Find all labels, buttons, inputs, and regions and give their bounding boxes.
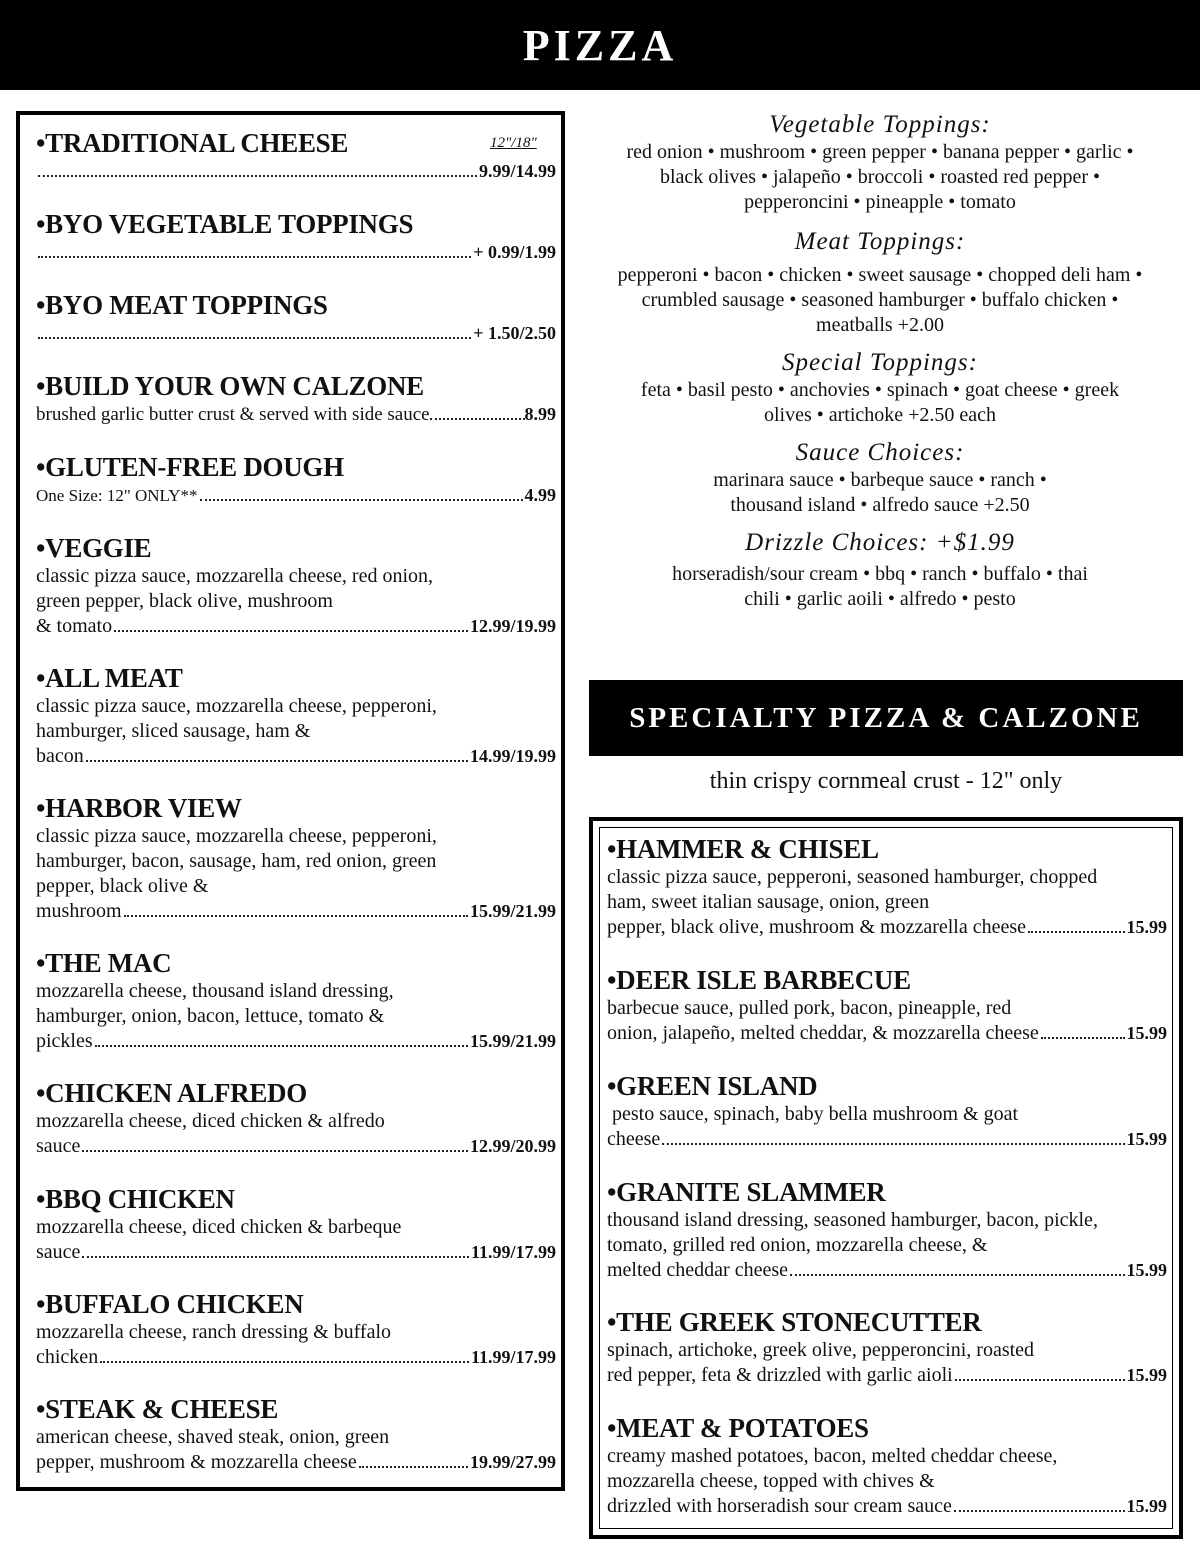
item-price: 15.99/21.99 <box>469 1031 556 1051</box>
item-name: • CHICKEN ALFREDO <box>36 1077 556 1109</box>
specialty-item <box>607 964 1167 1046</box>
specialty-item <box>607 1176 1167 1283</box>
item-desc-last: onion, jalapeño, melted cheddar, & mozzarella cheese <box>607 1022 1039 1044</box>
item-desc-last: chicken <box>36 1346 99 1368</box>
item-desc: mozzarella cheese, thousand island dressing, hamburger, onion, bacon, lettuce, tomato & <box>36 980 394 1027</box>
item-desc-last: melted cheddar cheese <box>607 1259 789 1281</box>
item-name: • VEGGIE <box>36 532 556 564</box>
sauce-choices <box>596 438 1164 518</box>
toppings-title: Meat Toppings: <box>794 228 966 255</box>
menu-item <box>36 792 556 924</box>
item-desc: mozzarella cheese, ranch dressing & buffalo <box>36 1321 392 1343</box>
item-name: • GRANITE SLAMMER <box>607 1176 1167 1208</box>
item-price: 8.99 <box>524 404 556 424</box>
menu-item <box>36 1077 556 1159</box>
item-price: 15.99 <box>1126 917 1167 937</box>
item-price: 15.99 <box>1126 1260 1167 1280</box>
item-price: 15.99 <box>1126 1365 1167 1385</box>
item-desc: classic pizza sauce, mozzarella cheese, red onion, green pepper, black olive, mushroom <box>36 565 434 612</box>
menu-item <box>36 1393 556 1475</box>
item-desc-last: pickles <box>36 1030 93 1052</box>
menu-item <box>36 451 556 508</box>
item-name: • GREEN ISLAND <box>607 1070 1167 1102</box>
vegetable-toppings <box>596 110 1164 215</box>
item-name: • DEER ISLE BARBECUE <box>607 964 1167 996</box>
toppings-list: horseradish/sour cream • bbq • ranch • buffalo • thai chili • garlic aoili • alfredo • pesto <box>672 563 1088 610</box>
drizzle-choices <box>596 528 1164 612</box>
item-desc-last: bacon <box>36 745 84 767</box>
special-toppings <box>596 348 1164 428</box>
item-price: + 1.50/2.50 <box>473 323 556 343</box>
item-price: 9.99/14.99 <box>478 161 556 181</box>
item-desc-last: red pepper, feta & drizzled with garlic aioli <box>607 1364 953 1386</box>
header-bar <box>0 0 1200 90</box>
toppings-list: pepperoni • bacon • chicken • sweet sausage • chopped deli ham • crumbled sausage • seasoned hamburger • buffalo chicken • meatballs +2.00 <box>617 264 1143 336</box>
toppings-list: feta • basil pesto • anchovies • spinach • goat cheese • greek olives • artichoke +2.50 each <box>640 379 1120 426</box>
item-desc-last: brushed garlic butter crust & served with side sauce <box>36 404 430 425</box>
item-desc-last: cheese <box>607 1128 661 1150</box>
toppings-list: red onion • mushroom • green pepper • banana pepper • garlic • black olives • jalapeño • broccoli • roasted red pepper • pepperoncini • pineapple • tomato <box>626 141 1134 213</box>
item-price: 15.99 <box>1126 1023 1167 1043</box>
item-name: • THE MAC <box>36 947 556 979</box>
toppings-section <box>596 110 1164 612</box>
item-price: 15.99 <box>1126 1129 1167 1149</box>
item-name: • BYO MEAT TOPPINGS <box>36 289 556 321</box>
menu-item <box>36 289 556 346</box>
specialty-item <box>607 1412 1167 1519</box>
specialty-title: SPECIALTY PIZZA & CALZONE <box>629 701 1143 734</box>
menu-item <box>36 208 556 265</box>
specialty-menu-box <box>589 817 1183 1539</box>
item-name: • HAMMER & CHISEL <box>607 833 1167 865</box>
item-name: • THE GREEK STONECUTTER <box>607 1306 1167 1338</box>
item-name: • TRADITIONAL CHEESE <box>36 127 556 159</box>
item-name: • HARBOR VIEW <box>36 792 556 824</box>
toppings-title: Vegetable Toppings: <box>769 111 991 138</box>
item-price: + 0.99/1.99 <box>473 242 556 262</box>
item-desc: classic pizza sauce, pepperoni, seasoned hamburger, chopped ham, sweet italian sausage, onion, green <box>607 866 1098 913</box>
menu-item <box>36 127 556 184</box>
menu-item <box>36 1288 556 1370</box>
size-header: 12"/18" <box>490 135 537 151</box>
item-price: 19.99/27.99 <box>469 1452 556 1472</box>
item-price: 14.99/19.99 <box>469 746 556 766</box>
item-desc: pesto sauce, spinach, baby bella mushroom & goat <box>607 1103 1019 1125</box>
item-name: • BUILD YOUR OWN CALZONE <box>36 370 556 402</box>
item-name: • STEAK & CHEESE <box>36 1393 556 1425</box>
item-name: • GLUTEN-FREE DOUGH <box>36 451 556 483</box>
item-desc: mozzarella cheese, diced chicken & alfredo <box>36 1110 385 1132</box>
item-price: 15.99/21.99 <box>469 901 556 921</box>
item-desc: thousand island dressing, seasoned hamburger, bacon, pickle, tomato, grilled red onion, mozzarella cheese, & <box>607 1209 1098 1256</box>
item-desc: american cheese, shaved steak, onion, green <box>36 1426 390 1448</box>
item-desc-last: One Size: 12" ONLY** <box>36 486 198 505</box>
item-desc-last: pepper, mushroom & mozzarella cheese <box>36 1451 357 1473</box>
page-title: PIZZA <box>522 20 678 70</box>
item-price: 12.99/20.99 <box>469 1136 556 1156</box>
item-desc: barbecue sauce, pulled pork, bacon, pineapple, red <box>607 997 1012 1019</box>
item-name: • ALL MEAT <box>36 662 556 694</box>
menu-item <box>36 662 556 769</box>
item-price: 11.99/17.99 <box>470 1242 556 1262</box>
item-name: • BUFFALO CHICKEN <box>36 1288 556 1320</box>
specialty-item <box>607 1070 1167 1152</box>
menu-item <box>36 370 556 427</box>
menu-item <box>36 532 556 639</box>
toppings-list: marinara sauce • barbeque sauce • ranch • thousand island • alfredo sauce +2.50 <box>713 469 1047 516</box>
crust-note: thin crispy cornmeal crust - 12" only <box>709 768 1063 794</box>
item-price: 12.99/19.99 <box>469 616 556 636</box>
item-price: 4.99 <box>524 485 556 505</box>
specialty-item <box>607 1306 1167 1388</box>
menu-item <box>36 947 556 1054</box>
toppings-title: Special Toppings: <box>782 349 978 376</box>
toppings-title: Drizzle Choices: +$1.99 <box>745 529 1015 556</box>
item-desc-last: pepper, black olive, mushroom & mozzarella cheese <box>607 916 1027 938</box>
item-name: • BBQ CHICKEN <box>36 1183 556 1215</box>
item-price: 11.99/17.99 <box>470 1347 556 1367</box>
item-desc: spinach, artichoke, greek olive, pepperoncini, roasted <box>607 1339 1035 1361</box>
meat-toppings <box>596 227 1164 338</box>
item-desc-last: mushroom <box>36 900 122 922</box>
item-name: • BYO VEGETABLE TOPPINGS <box>36 208 556 240</box>
specialty-header-bar <box>589 680 1183 756</box>
toppings-title: Sauce Choices: <box>795 439 965 466</box>
item-desc: creamy mashed potatoes, bacon, melted cheddar cheese, mozzarella cheese, topped with chives & <box>607 1445 1058 1492</box>
item-desc: classic pizza sauce, mozzarella cheese, pepperoni, hamburger, bacon, sausage, ham, red onion, green pepper, black olive & <box>36 825 437 897</box>
item-desc: classic pizza sauce, mozzarella cheese, pepperoni, hamburger, sliced sausage, ham & <box>36 695 437 742</box>
menu-item <box>36 1183 556 1265</box>
pizza-menu-box <box>16 111 565 1491</box>
item-price: 15.99 <box>1126 1496 1167 1516</box>
item-desc-last: drizzled with horseradish sour cream sauce <box>607 1495 952 1517</box>
item-desc: mozzarella cheese, diced chicken & barbeque <box>36 1216 402 1238</box>
item-name: • MEAT & POTATOES <box>607 1412 1167 1444</box>
item-desc-last: sauce <box>36 1135 81 1157</box>
specialty-item <box>607 833 1167 940</box>
item-desc-last: & tomato <box>36 615 113 637</box>
item-desc-last: sauce <box>36 1241 81 1263</box>
